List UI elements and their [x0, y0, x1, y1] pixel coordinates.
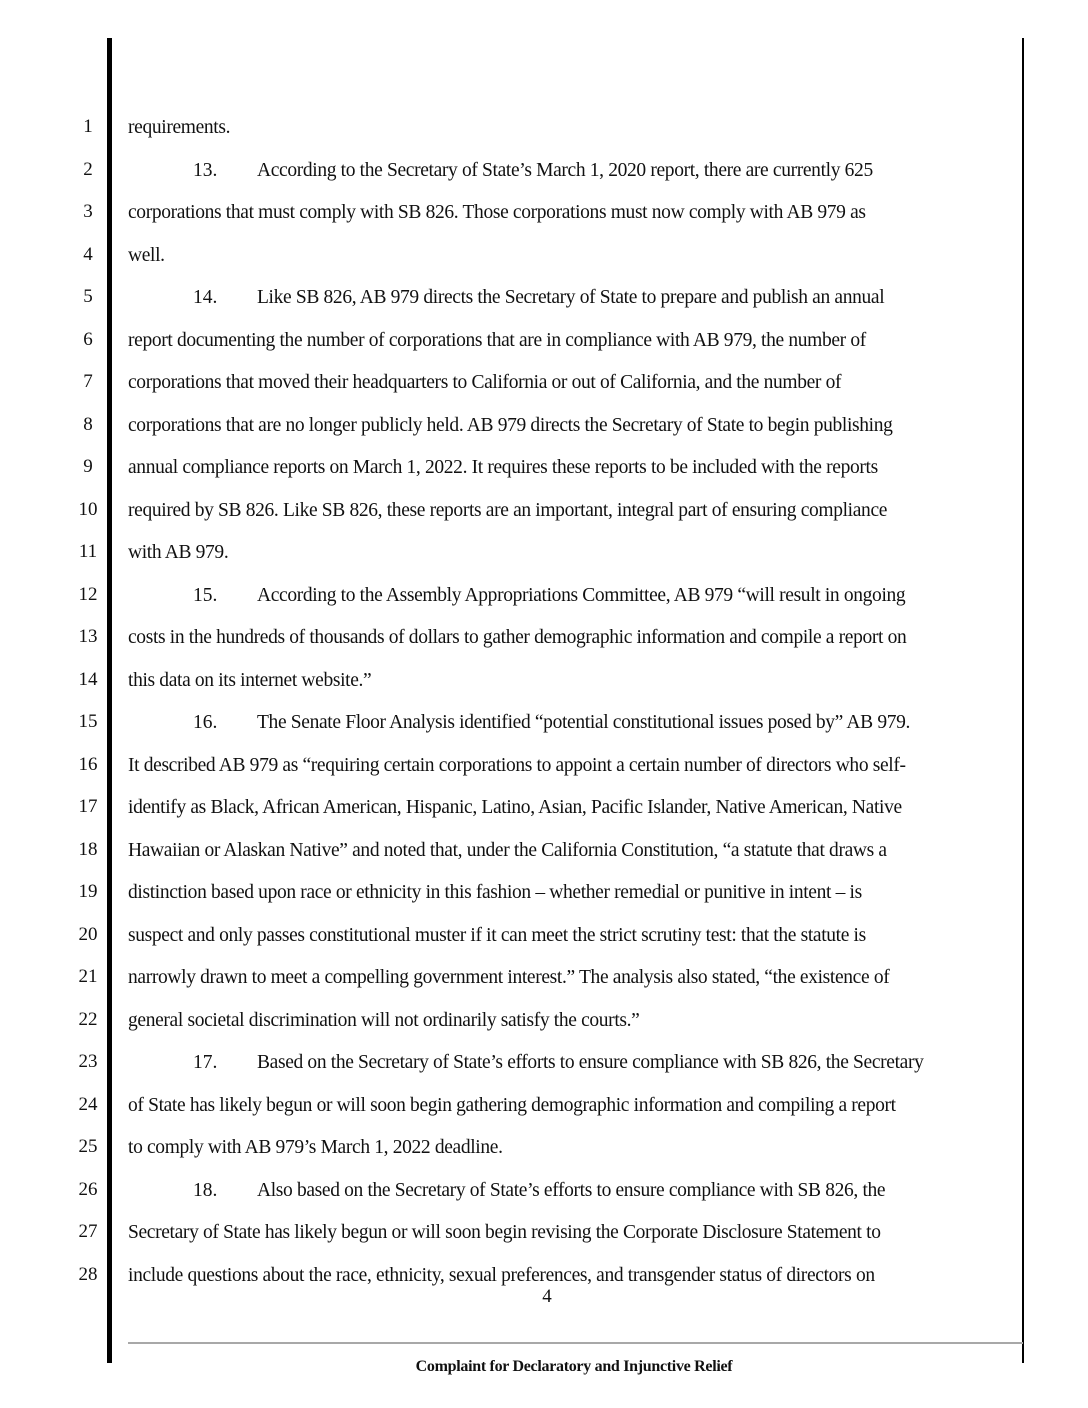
- text-line: identify as Black, African American, Hispanic, Latino, Asian, Pacific Islander, Native American, Native: [128, 797, 902, 818]
- text-line: corporations that must comply with SB 826. Those corporations must now comply with AB 979 as: [128, 202, 866, 223]
- text-line: corporations that are no longer publicly held. AB 979 directs the Secretary of State to begin publishing: [128, 415, 893, 436]
- line-number: 22: [78, 1009, 98, 1030]
- line-number: 14: [78, 669, 98, 690]
- line-number: 24: [78, 1094, 98, 1115]
- text-line: with AB 979.: [128, 542, 229, 563]
- right-margin-line: [1022, 38, 1024, 1363]
- text-line: According to the Assembly Appropriations Committee, AB 979 “will result in ongoing: [257, 585, 906, 606]
- text-line: It described AB 979 as “requiring certain corporations to appoint a certain number of directors who self-: [128, 755, 906, 776]
- text-line: annual compliance reports on March 1, 2022. It requires these reports to be included with the reports: [128, 457, 878, 478]
- text-line: The Senate Floor Analysis identified “potential constitutional issues posed by” AB 979.: [257, 712, 911, 733]
- line-number: 5: [83, 286, 93, 307]
- text-line: report documenting the number of corporations that are in compliance with AB 979, the number of: [128, 330, 866, 351]
- paragraph-number: 15.: [193, 585, 218, 606]
- line-number: 16: [78, 754, 98, 775]
- line-number: 4: [83, 244, 93, 265]
- paragraph-number: 14.: [193, 287, 218, 308]
- paragraph-number: 17.: [193, 1052, 218, 1073]
- text-line: According to the Secretary of State’s March 1, 2020 report, there are currently 625: [257, 160, 873, 181]
- line-number: 18: [78, 839, 98, 860]
- text-line: narrowly drawn to meet a compelling government interest.” The analysis also stated, “the existence of: [128, 967, 890, 988]
- text-line: suspect and only passes constitutional muster if it can meet the strict scrutiny test: that the statute is: [128, 925, 866, 946]
- footer-title-text: Complaint for Declaratory and Injunctive Relief: [415, 1358, 733, 1375]
- line-number: 23: [78, 1051, 98, 1072]
- line-number: 26: [78, 1179, 98, 1200]
- line-number: 1: [83, 116, 93, 137]
- line-number: 3: [83, 201, 93, 222]
- text-line: Hawaiian or Alaskan Native” and noted that, under the California Constitution, “a statute that draws a: [128, 840, 887, 861]
- line-number: 7: [83, 371, 93, 392]
- line-number: 27: [78, 1221, 98, 1242]
- line-number: 12: [78, 584, 98, 605]
- line-number: 25: [78, 1136, 98, 1157]
- paragraph-number: 16.: [193, 712, 218, 733]
- line-number: 10: [78, 499, 98, 520]
- text-line: Like SB 826, AB 979 directs the Secretary of State to prepare and publish an annual: [257, 287, 885, 308]
- text-line: this data on its internet website.”: [128, 670, 372, 691]
- line-number: 19: [78, 881, 98, 902]
- text-line: requirements.: [128, 117, 231, 138]
- line-number: 2: [83, 159, 93, 180]
- footer-divider: [128, 1342, 1023, 1344]
- text-line: general societal discrimination will not ordinarily satisfy the courts.”: [128, 1010, 640, 1031]
- line-number: 13: [78, 626, 98, 647]
- line-number: 28: [78, 1264, 98, 1285]
- left-margin-bar: [107, 38, 112, 1363]
- text-line: well.: [128, 245, 165, 266]
- text-line: distinction based upon race or ethnicity in this fashion – whether remedial or punitive in intent – is: [128, 882, 862, 903]
- line-number: 21: [78, 966, 98, 987]
- line-number: 20: [78, 924, 98, 945]
- paragraph-number: 13.: [193, 160, 218, 181]
- line-number: 11: [78, 541, 98, 562]
- line-number: 15: [78, 711, 98, 732]
- paragraph-number: 18.: [193, 1180, 218, 1201]
- line-number: 17: [78, 796, 98, 817]
- text-line: Secretary of State has likely begun or will soon begin revising the Corporate Disclosure Statement to: [128, 1222, 881, 1243]
- text-line: costs in the hundreds of thousands of dollars to gather demographic information and compile a report on: [128, 627, 907, 648]
- text-line: Based on the Secretary of State’s efforts to ensure compliance with SB 826, the Secretary: [257, 1052, 924, 1073]
- text-line: required by SB 826. Like SB 826, these reports are an important, integral part of ensuring compliance: [128, 500, 888, 521]
- text-line: Also based on the Secretary of State’s efforts to ensure compliance with SB 826, the: [257, 1180, 886, 1201]
- line-number: 9: [83, 456, 93, 477]
- line-number: 8: [83, 414, 93, 435]
- text-line: include questions about the race, ethnicity, sexual preferences, and transgender status of directors on: [128, 1265, 875, 1286]
- text-line: of State has likely begun or will soon begin gathering demographic information and compiling a report: [128, 1095, 896, 1116]
- text-line: to comply with AB 979’s March 1, 2022 deadline.: [128, 1137, 503, 1158]
- footer-title: [0, 1357, 1088, 1377]
- text-line: corporations that moved their headquarters to California or out of California, and the number of: [128, 372, 842, 393]
- page-number-text: 4: [542, 1286, 552, 1307]
- line-number: 6: [83, 329, 93, 350]
- page-number: [0, 1286, 1088, 1308]
